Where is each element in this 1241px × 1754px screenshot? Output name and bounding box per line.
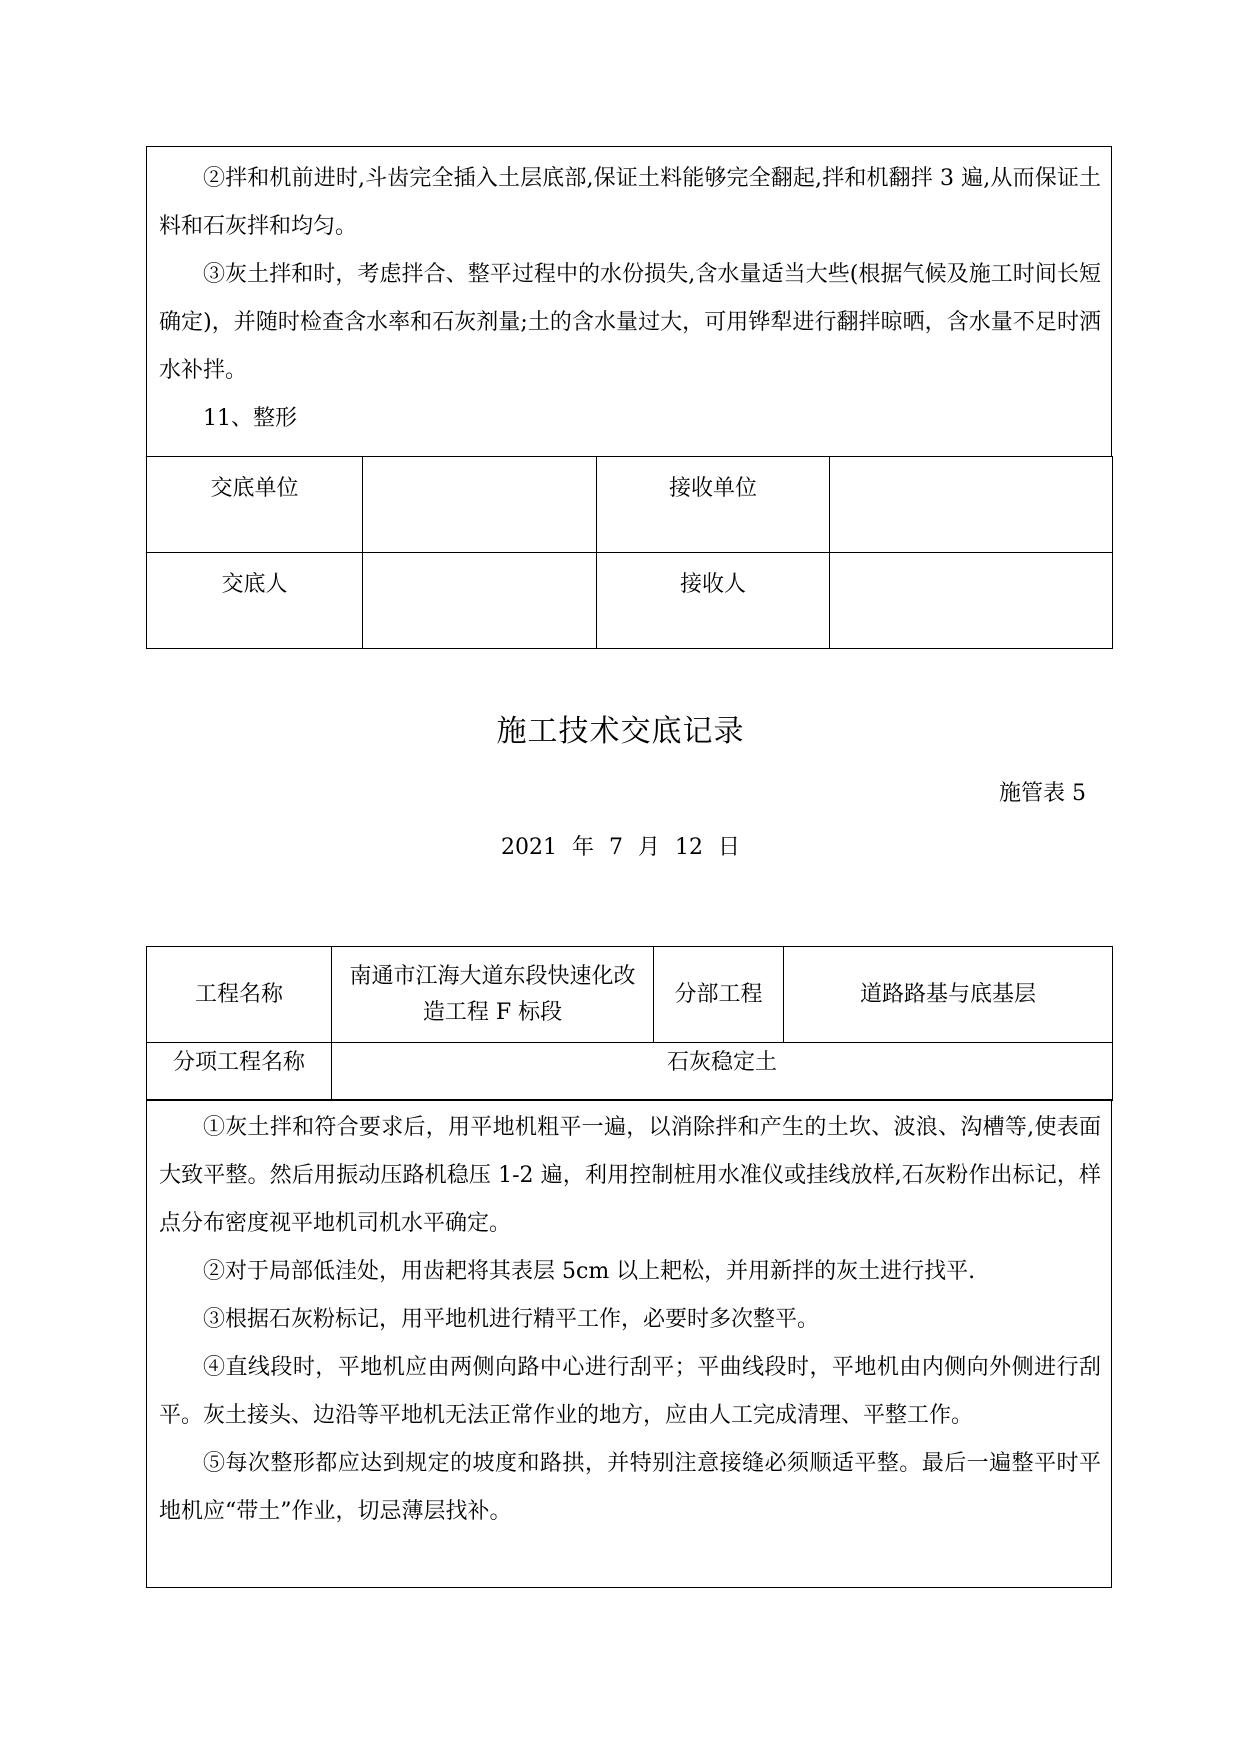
receiving-unit-label: 接收单位: [597, 457, 830, 553]
receiver-label: 接收人: [597, 553, 830, 649]
item-name-label: 分项工程名称: [147, 1043, 332, 1101]
handover-unit-field[interactable]: [363, 457, 597, 553]
sub-project-value: 道路路基与底基层: [784, 947, 1113, 1043]
record-info-table: [146, 946, 1113, 1101]
paragraph: ②拌和机前进时,斗齿完全插入土层底部,保证土料能够完全翻起,拌和机翻拌 3 遍,从而保证土料和石灰拌和均匀。: [159, 166, 1101, 239]
receiver-field[interactable]: [830, 553, 1113, 649]
section-heading: 11、整形: [203, 406, 297, 431]
item-name-value: 石灰稳定土: [332, 1043, 1113, 1101]
paragraph: ③根据石灰粉标记，用平地机进行精平工作，必要时多次整平。: [203, 1307, 820, 1332]
paragraph: ⑤每次整形都应达到规定的坡度和路拱，并特别注意接缝必须顺适平整。最后一遍整平时平地机应“带土”作业，切忌薄层找补。: [159, 1451, 1101, 1524]
handover-person-field[interactable]: [363, 553, 597, 649]
record-date: 2021 年 7 月 12 日: [501, 835, 740, 860]
paragraph: ④直线段时，平地机应由两侧向路中心进行刮平；平曲线段时，平地机由内侧向外侧进行刮平。灰土接头、边沿等平地机无法正常作业的地方，应由人工完成清理、平整工作。: [159, 1355, 1101, 1428]
page-title: 施工技术交底记录: [496, 714, 745, 749]
paragraph: ③灰土拌和时，考虑拌合、整平过程中的水份损失,含水量适当大些(根据气候及施工时间长短确定)，并随时检查含水率和石灰剂量;土的含水量过大，可用铧犁进行翻拌晾晒，含水量不足时洒水补拌。: [159, 262, 1101, 383]
paragraph: ②对于局部低洼处，用齿耙将其表层 5cm 以上耙松，并用新拌的灰土进行找平.: [203, 1259, 976, 1284]
project-name-value: 南通市江海大道东段快速化改造工程 F 标段: [332, 947, 654, 1043]
form-number: 施管表 5: [999, 781, 1086, 806]
top-content-box: [146, 146, 1112, 457]
signature-table: [146, 456, 1113, 649]
handover-unit-label: 交底单位: [147, 457, 363, 553]
sub-project-label: 分部工程: [654, 947, 784, 1043]
handover-person-label: 交底人: [147, 553, 363, 649]
receiving-unit-field[interactable]: [830, 457, 1113, 553]
project-name-label: 工程名称: [147, 947, 332, 1043]
record-content-box: [146, 1099, 1112, 1588]
paragraph: ①灰土拌和符合要求后，用平地机粗平一遍，以消除拌和产生的土坎、波浪、沟槽等,使表面大致平整。然后用振动压路机稳压 1-2 遍，利用控制桩用水准仪或挂线放样,石灰粉作出标记，样点分布密度视平地机司机水平确定。: [159, 1115, 1101, 1236]
